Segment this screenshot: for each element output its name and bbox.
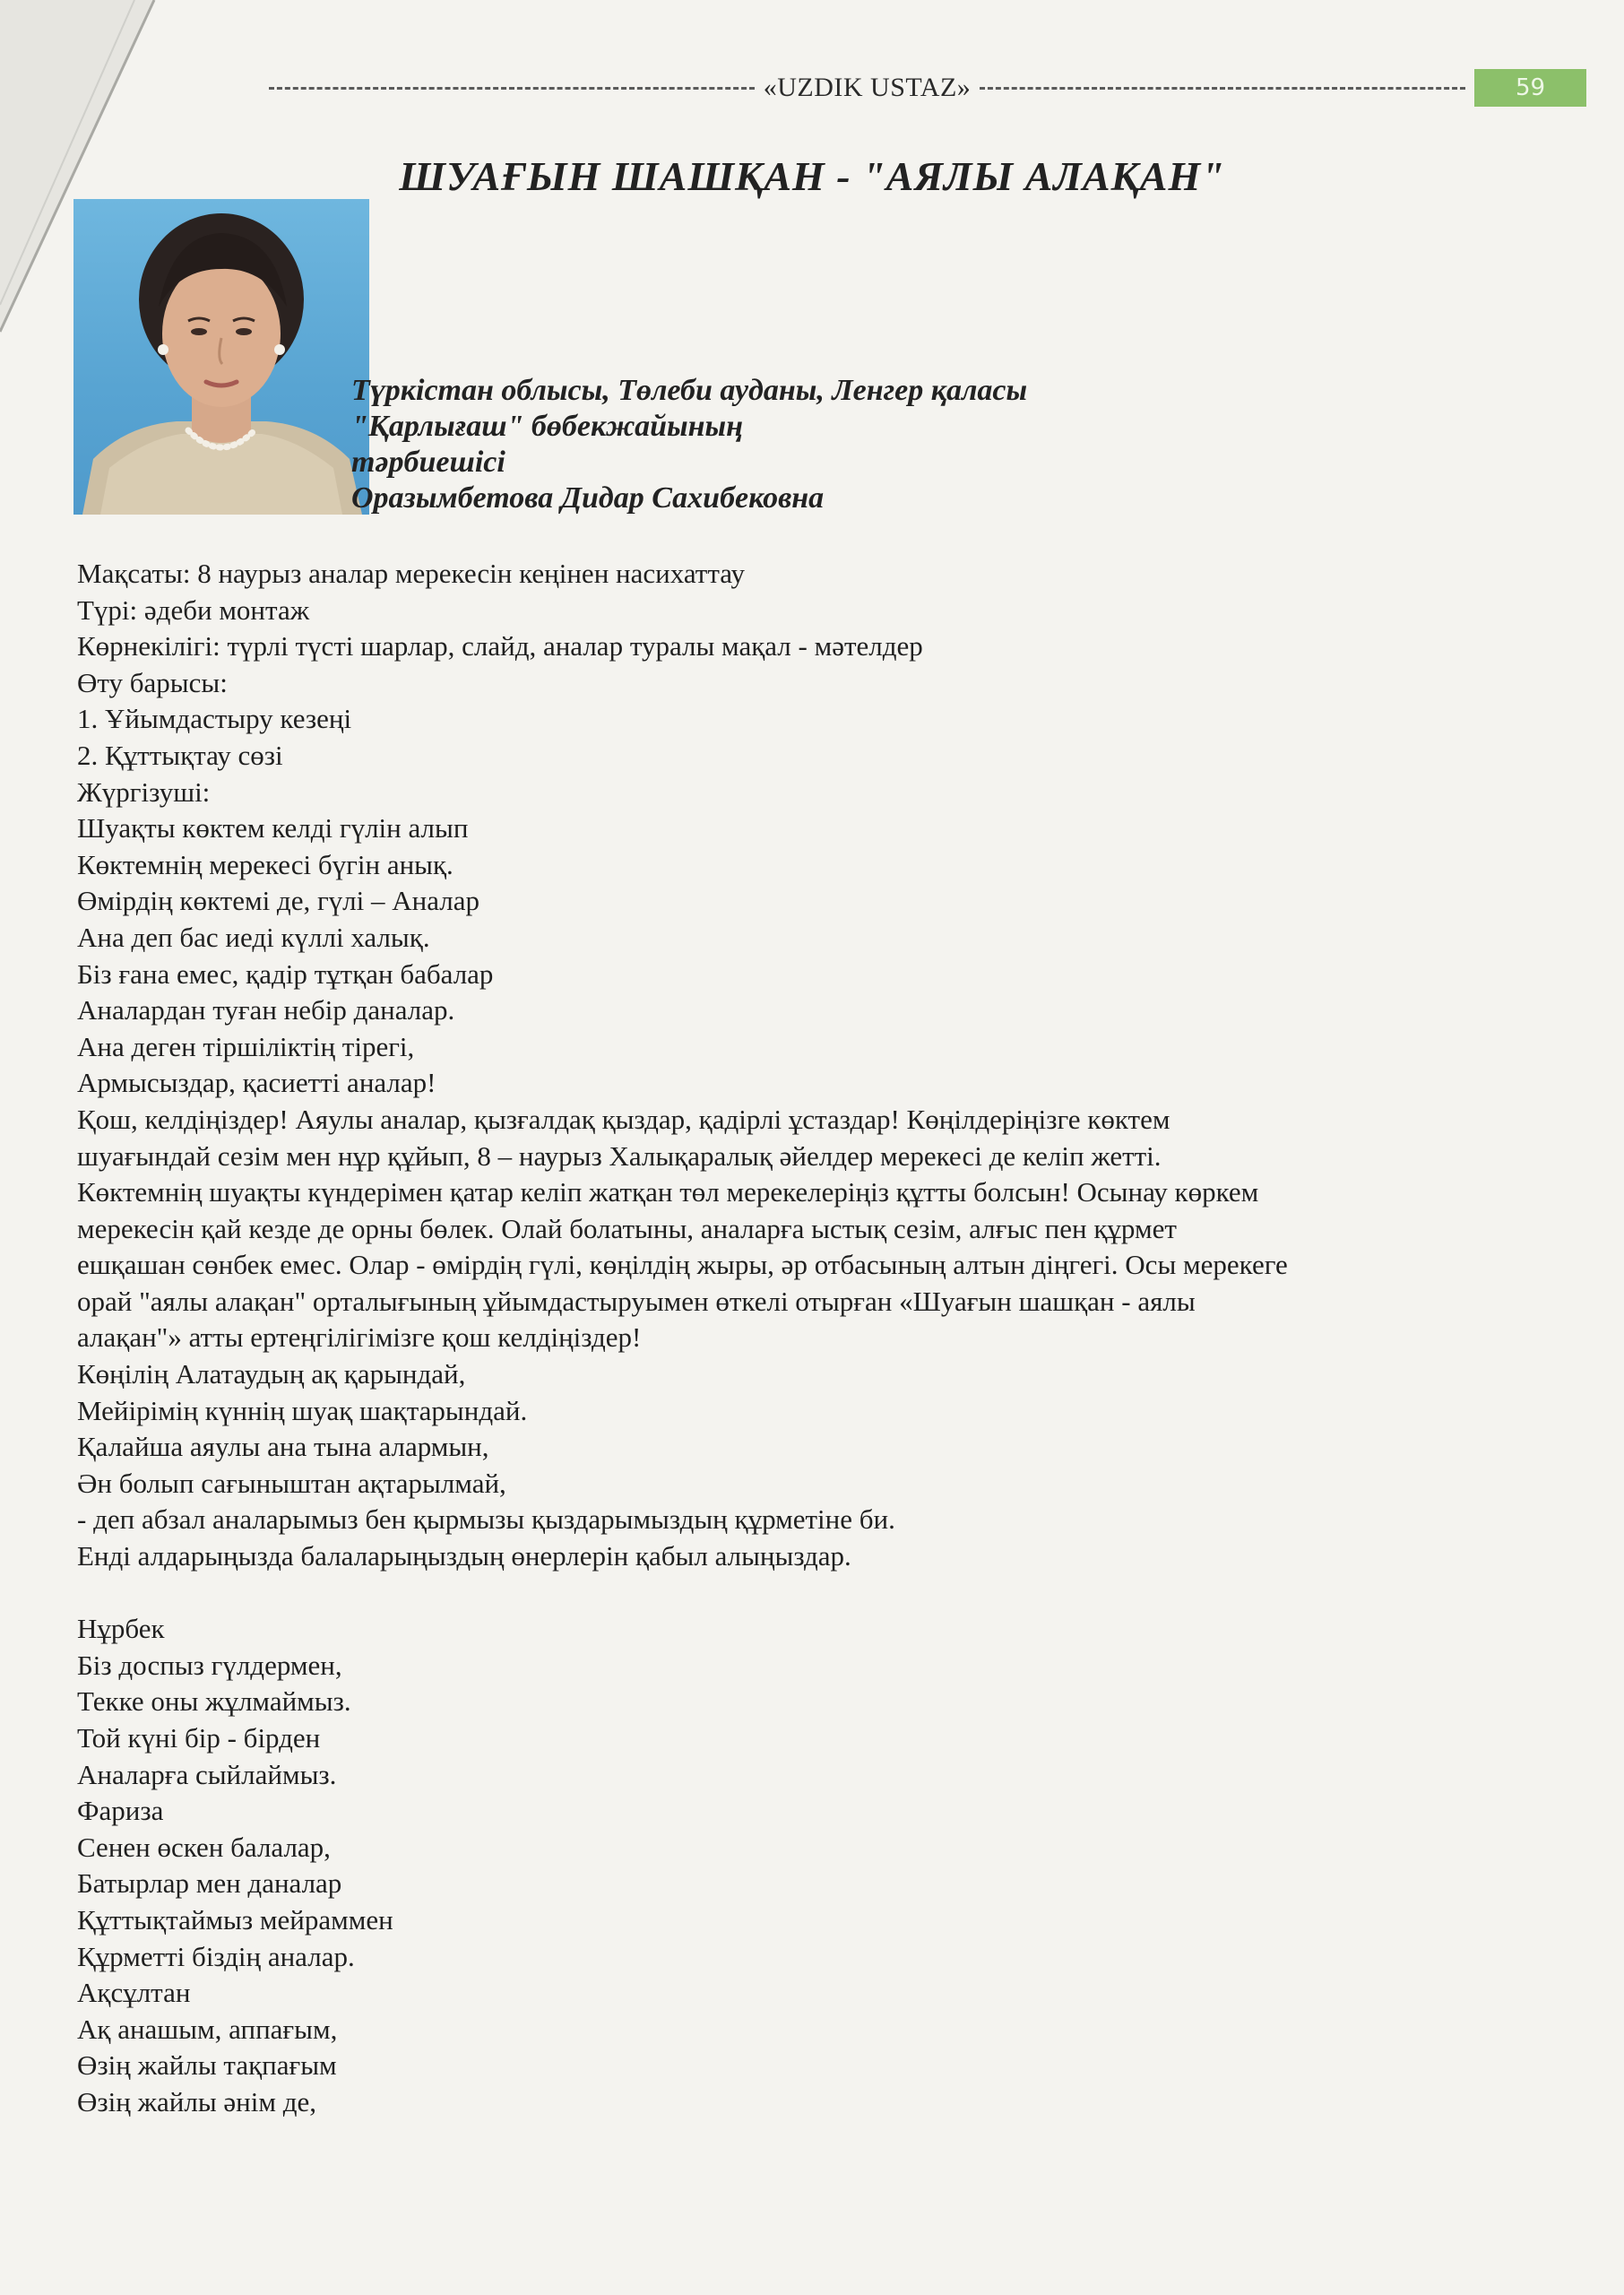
text-line: Ана деп бас иеді күллі халық. xyxy=(77,921,430,953)
author-block xyxy=(351,373,1158,516)
text-line: орай "аялы алақан" орталығының ұйымдастыруымен өткелі отырған «Шуағын шашқан - аялы xyxy=(77,1285,1196,1317)
text-line: Жүргізуші: xyxy=(77,775,211,808)
text-line: Мақсаты: 8 наурыз аналар мерекесін кеңінен насихаттау xyxy=(77,558,745,589)
text-line: Сенен өскен балалар, xyxy=(77,1831,331,1863)
text-line: Аналардан туған небір даналар. xyxy=(77,994,455,1026)
text-line: Ән болып сағыныштан ақтарылмай, xyxy=(77,1467,506,1499)
text-line: Көктемнің мерекесі бүгін анық. xyxy=(77,848,454,880)
text-line: Көрнекілігі: түрлі түсті шарлар, слайд, аналар туралы мақал - мәтелдер xyxy=(77,630,923,663)
page-number-badge: 59 xyxy=(1474,69,1586,107)
article-title: ШУАҒЫН ШАШҚАН - "АЯЛЫ АЛАҚАН" xyxy=(399,153,1225,199)
journal-header xyxy=(260,68,1586,108)
text-line: 2. Құттықтау сөзі xyxy=(77,739,283,771)
text-line: Қалайша аяулы ана тына алармын, xyxy=(77,1431,489,1463)
text-line: Той күні бір - бірден xyxy=(77,1722,321,1754)
journal-name: «UZDIK USTAZ» xyxy=(763,73,972,102)
header-rule-left xyxy=(269,87,755,90)
text-line: Өзің жайлы тақпағым xyxy=(77,2049,337,2082)
text-line: Өзің жайлы әнім де, xyxy=(77,2085,317,2117)
text-line: Ақсұлтан xyxy=(77,1977,191,2009)
paragraph-gap xyxy=(77,1575,1565,1612)
text-line: ешқашан сөнбек емес. Олар - өмірдің гүлі, көңілдің жыры, әр отбасының алтын діңгегі. Осы мерекеге xyxy=(77,1249,1288,1281)
text-line: Түрі: әдеби монтаж xyxy=(77,593,310,626)
text-line: Құттықтаймыз мейраммен xyxy=(77,1903,393,1936)
header-rule-right xyxy=(980,87,1465,90)
text-line: Ана деген тіршіліктің тірегі, xyxy=(77,1030,415,1062)
author-position: тәрбиешісі xyxy=(351,446,505,479)
text-line: Ақ анашым, аппағым, xyxy=(77,2013,338,2045)
text-line: алақан"» атты ертеңгілігімізге қош келдіңіздер! xyxy=(77,1321,642,1354)
text-line: Мейірімің күннің шуақ шақтарындай. xyxy=(77,1394,528,1426)
text-line: Батырлар мен даналар xyxy=(77,1867,342,1900)
text-line: Біз ғана емес, қадір тұтқан бабалар xyxy=(77,957,494,990)
text-line: Біз доспыз гүлдермен, xyxy=(77,1649,342,1681)
text-line: Көктемнің шуақты күндерімен қатар келіп жатқан төл мерекелеріңіз құтты болсын! Осынау көркем xyxy=(77,1176,1259,1208)
author-name: Оразымбетова Дидар Сахибековна xyxy=(351,481,825,515)
text-line: Текке оны жұлмаймыз. xyxy=(77,1685,351,1718)
text-line: Шуақты көктем келді гүлін алып xyxy=(77,812,469,844)
text-line: 1. Ұйымдастыру кезеңі xyxy=(77,703,352,735)
text-line: Аналарға сыйлаймыз. xyxy=(77,1758,337,1790)
article-body xyxy=(77,556,1565,2121)
text-line: шуағындай сезім мен нұр құйып, 8 – наурыз Халықаралық әйелдер мерекесі де келіп жетті. xyxy=(77,1139,1162,1172)
portrait-illustration xyxy=(73,199,369,515)
text-line: Құрметті біздің аналар. xyxy=(77,1940,355,1972)
text-line: - деп абзал аналарымыз бен қырмызы қыздарымыздың құрметіне би. xyxy=(77,1503,895,1536)
text-line: Өмірдің көктемі де, гүлі – Аналар xyxy=(77,885,480,917)
text-line: Фариза xyxy=(77,1795,164,1827)
text-line: Қош, келдіңіздер! Аяулы аналар, қызғалдақ қыздар, қадірлі ұстаздар! Көңілдеріңізге көктем xyxy=(77,1103,1170,1135)
text-line: Өту барысы: xyxy=(77,666,228,698)
text-line: Енді алдарыңызда балаларыңыздың өнерлерін қабыл алыңыздар. xyxy=(77,1540,851,1572)
author-location: Түркістан облысы, Төлеби ауданы, Ленгер қаласы xyxy=(351,374,1028,407)
text-line: Армысыздар, қасиетті аналар! xyxy=(77,1067,436,1099)
text-line: мерекесін қай кезде де орны бөлек. Олай болатыны, аналарға ыстық сезім, алғыс пен құрмет xyxy=(77,1212,1177,1244)
text-line: Нұрбек xyxy=(77,1613,165,1645)
author-institution: "Қарлығаш" бөбекжайының xyxy=(351,410,743,443)
text-line: Көңілің Алатаудың ақ қарындай, xyxy=(77,1358,466,1390)
author-photo xyxy=(73,199,369,515)
